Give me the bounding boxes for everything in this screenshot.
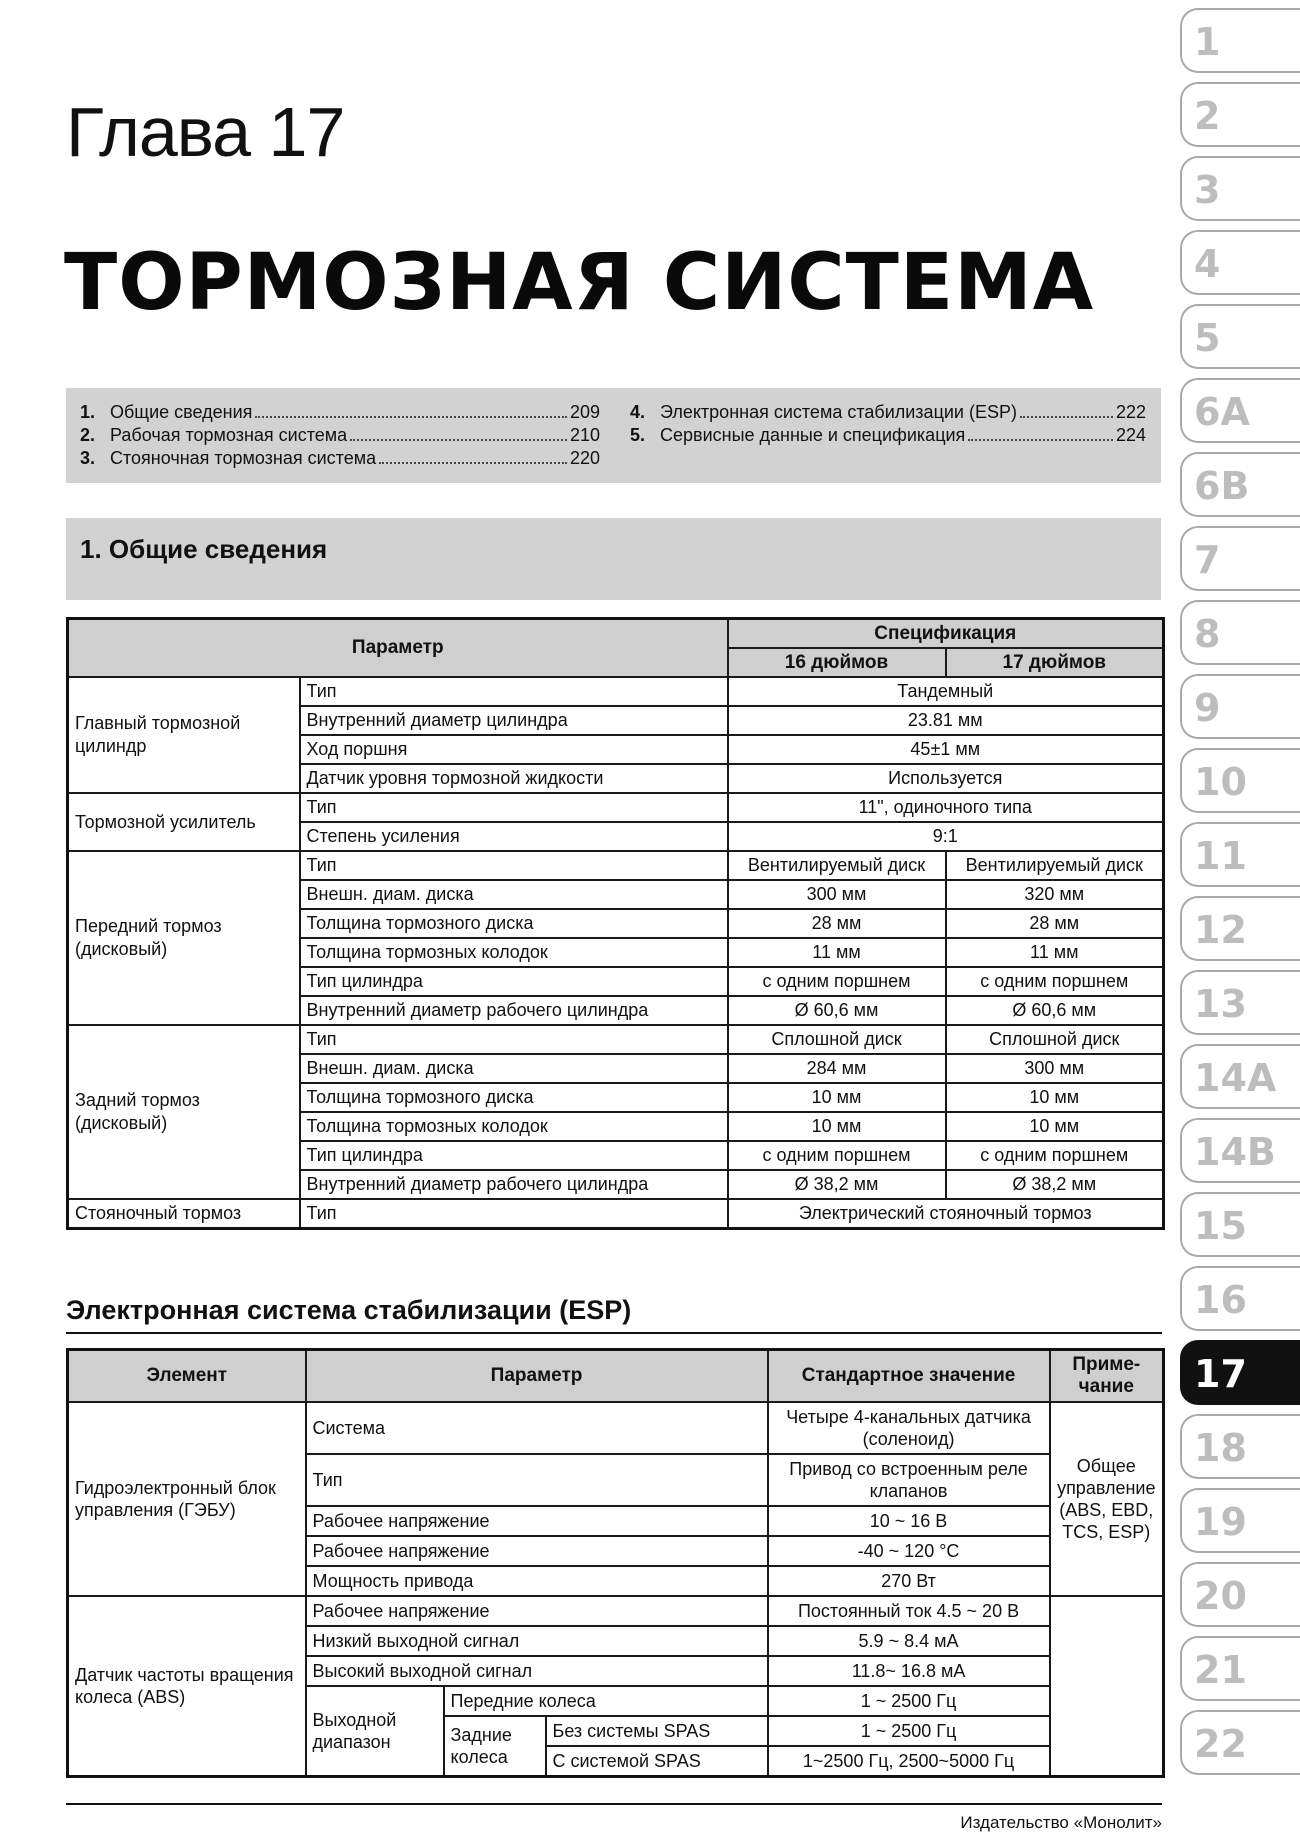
param-cell: Низкий выходной сигнал — [306, 1626, 768, 1656]
group-label: Стояночный тормоз — [68, 1199, 300, 1229]
chapter-tab[interactable]: 16 — [1180, 1266, 1300, 1331]
group-label: Тормозной усилитель — [68, 793, 300, 851]
esp-heading: Электронная система стабилизации (ESP) — [66, 1295, 632, 1325]
param-cell: Тип цилиндра — [300, 1141, 728, 1170]
value-cell: Ø 38,2 мм — [946, 1170, 1164, 1199]
param-cell: Тип — [300, 793, 728, 822]
group-label: Передний тормоз (дисковый) — [68, 851, 300, 1025]
chapter-tab[interactable]: 14A — [1180, 1044, 1300, 1109]
col-header-std: Стандартное значение — [768, 1350, 1050, 1403]
value-cell: Четыре 4-канальных датчика (соленоид) — [768, 1402, 1050, 1454]
value-cell: 1 ~ 2500 Гц — [768, 1716, 1050, 1746]
value-cell: Привод со встроенным реле клапанов — [768, 1454, 1050, 1506]
chapter-tab[interactable]: 18 — [1180, 1414, 1300, 1479]
value-cell: Ø 60,6 мм — [946, 996, 1164, 1025]
chapter-tab[interactable]: 15 — [1180, 1192, 1300, 1257]
param-cell: Рабочее напряжение — [306, 1536, 768, 1566]
value-cell: 10 мм — [946, 1083, 1164, 1112]
col-header-note: Приме-чание — [1050, 1350, 1164, 1403]
group-label: Задний тормоз (дисковый) — [68, 1025, 300, 1199]
value-cell: 300 мм — [946, 1054, 1164, 1083]
value-cell: с одним поршнем — [946, 967, 1164, 996]
value-cell: 11", одиночного типа — [728, 793, 1164, 822]
chapter-tab[interactable]: 9 — [1180, 674, 1300, 739]
chapter-tabs — [1180, 8, 1300, 1784]
col-header-16: 16 дюймов — [728, 648, 946, 677]
chapter-tab[interactable]: 10 — [1180, 748, 1300, 813]
esp-spec-table — [66, 1348, 1165, 1778]
chapter-tab[interactable]: 8 — [1180, 600, 1300, 665]
value-cell: с одним поршнем — [728, 967, 946, 996]
param-cell: Рабочее напряжение — [306, 1506, 768, 1536]
chapter-tab[interactable]: 4 — [1180, 230, 1300, 295]
param-cell: Степень усиления — [300, 822, 728, 851]
col-header-param: Параметр — [306, 1350, 768, 1403]
value-cell: 10 мм — [728, 1083, 946, 1112]
value-cell: Тандемный — [728, 677, 1164, 706]
chapter-title: ТОРМОЗНАЯ СИСТЕМА — [64, 238, 1095, 328]
chapter-tab-active[interactable]: 17 — [1180, 1340, 1300, 1405]
element-label: Датчик частоты вращения колеса (ABS) — [68, 1596, 306, 1777]
param-cell: Тип — [306, 1454, 768, 1506]
chapter-tab[interactable]: 13 — [1180, 970, 1300, 1035]
footer-divider — [66, 1803, 1162, 1805]
value-cell: 11 мм — [946, 938, 1164, 967]
value-cell: 23.81 мм — [728, 706, 1164, 735]
value-cell: 11.8~ 16.8 мА — [768, 1656, 1050, 1686]
param-cell: Толщина тормозных колодок — [300, 1112, 728, 1141]
chapter-tab[interactable]: 6B — [1180, 452, 1300, 517]
value-cell: с одним поршнем — [946, 1141, 1164, 1170]
param-cell: Тип — [300, 851, 728, 880]
value-cell: Ø 38,2 мм — [728, 1170, 946, 1199]
brake-spec-table — [66, 617, 1165, 1230]
param-cell: Тип — [300, 1199, 728, 1229]
param-cell: Задние колеса — [444, 1716, 546, 1777]
param-cell: Толщина тормозного диска — [300, 909, 728, 938]
value-cell: Ø 60,6 мм — [728, 996, 946, 1025]
value-cell: Сплошной диск — [728, 1025, 946, 1054]
param-cell: Толщина тормозных колодок — [300, 938, 728, 967]
param-cell: Передние колеса — [444, 1686, 768, 1716]
col-header-17: 17 дюймов — [946, 648, 1164, 677]
chapter-tab[interactable]: 11 — [1180, 822, 1300, 887]
param-cell: С системой SPAS — [546, 1746, 768, 1777]
param-cell: Внешн. диам. диска — [300, 1054, 728, 1083]
chapter-tab[interactable]: 20 — [1180, 1562, 1300, 1627]
publisher: Издательство «Монолит» — [960, 1813, 1162, 1832]
param-cell: Тип — [300, 1025, 728, 1054]
toc-item[interactable]: 1. Общие сведения 209 — [80, 402, 600, 422]
value-cell: 10 мм — [946, 1112, 1164, 1141]
chapter-tab[interactable]: 1 — [1180, 8, 1300, 73]
chapter-tab[interactable]: 5 — [1180, 304, 1300, 369]
chapter-tab[interactable]: 12 — [1180, 896, 1300, 961]
section-header — [66, 518, 1161, 600]
table-of-contents — [66, 388, 1161, 483]
chapter-tab[interactable]: 22 — [1180, 1710, 1300, 1775]
param-cell: Внутренний диаметр рабочего цилиндра — [300, 996, 728, 1025]
chapter-tab[interactable]: 14B — [1180, 1118, 1300, 1183]
param-cell: Тип — [300, 677, 728, 706]
value-cell: Вентилируемый диск — [728, 851, 946, 880]
param-cell: Внутренний диаметр рабочего цилиндра — [300, 1170, 728, 1199]
param-cell: Толщина тормозного диска — [300, 1083, 728, 1112]
value-cell: с одним поршнем — [728, 1141, 946, 1170]
param-cell: Высокий выходной сигнал — [306, 1656, 768, 1686]
param-cell: Выходной диапазон — [306, 1686, 444, 1777]
value-cell: 45±1 мм — [728, 735, 1164, 764]
param-cell: Без системы SPAS — [546, 1716, 768, 1746]
value-cell: Постоянный ток 4.5 ~ 20 В — [768, 1596, 1050, 1626]
col-header-param: Параметр — [68, 619, 728, 678]
note-cell-empty — [1050, 1596, 1164, 1777]
chapter-tab[interactable]: 7 — [1180, 526, 1300, 591]
toc-item[interactable]: 3. Стояночная тормозная система 220 — [80, 448, 600, 468]
col-header-element: Элемент — [68, 1350, 306, 1403]
param-cell: Внутренний диаметр цилиндра — [300, 706, 728, 735]
value-cell: Электрический стояночный тормоз — [728, 1199, 1164, 1229]
value-cell: 300 мм — [728, 880, 946, 909]
toc-item[interactable]: 5. Сервисные данные и спецификация 224 — [630, 425, 1146, 445]
chapter-tab[interactable]: 21 — [1180, 1636, 1300, 1701]
value-cell: 28 мм — [728, 909, 946, 938]
note-cell: Общее управление (ABS, EBD, TCS, ESP) — [1050, 1402, 1164, 1596]
chapter-tab[interactable]: 19 — [1180, 1488, 1300, 1553]
chapter-label: Глава 17 — [66, 93, 345, 171]
value-cell: 9:1 — [728, 822, 1164, 851]
divider — [66, 1332, 1162, 1334]
toc-item[interactable]: 2. Рабочая тормозная система 210 — [80, 425, 600, 445]
value-cell: 10 ~ 16 В — [768, 1506, 1050, 1536]
param-cell: Внешн. диам. диска — [300, 880, 728, 909]
chapter-tab[interactable]: 3 — [1180, 156, 1300, 221]
group-label: Главный тормозной цилиндр — [68, 677, 300, 793]
value-cell: 10 мм — [728, 1112, 946, 1141]
value-cell: -40 ~ 120 °С — [768, 1536, 1050, 1566]
col-header-spec: Спецификация — [728, 619, 1164, 649]
value-cell: Сплошной диск — [946, 1025, 1164, 1054]
toc-item[interactable]: 4. Электронная система стабилизации (ESP) 222 — [630, 402, 1146, 422]
value-cell: Вентилируемый диск — [946, 851, 1164, 880]
value-cell: 11 мм — [728, 938, 946, 967]
value-cell: 28 мм — [946, 909, 1164, 938]
value-cell: 284 мм — [728, 1054, 946, 1083]
param-cell: Система — [306, 1402, 768, 1454]
value-cell: 1 ~ 2500 Гц — [768, 1686, 1050, 1716]
chapter-tab[interactable]: 6A — [1180, 378, 1300, 443]
param-cell: Ход поршня — [300, 735, 728, 764]
chapter-tab[interactable]: 2 — [1180, 82, 1300, 147]
value-cell: 270 Вт — [768, 1566, 1050, 1596]
param-cell: Мощность привода — [306, 1566, 768, 1596]
value-cell: 1~2500 Гц, 2500~5000 Гц — [768, 1746, 1050, 1777]
param-cell: Тип цилиндра — [300, 967, 728, 996]
element-label: Гидроэлектронный блок управления (ГЭБУ) — [68, 1402, 306, 1596]
param-cell: Датчик уровня тормозной жидкости — [300, 764, 728, 793]
param-cell: Рабочее напряжение — [306, 1596, 768, 1626]
value-cell: 320 мм — [946, 880, 1164, 909]
value-cell: 5.9 ~ 8.4 мА — [768, 1626, 1050, 1656]
section-title: 1. Общие сведения — [80, 534, 328, 564]
value-cell: Используется — [728, 764, 1164, 793]
